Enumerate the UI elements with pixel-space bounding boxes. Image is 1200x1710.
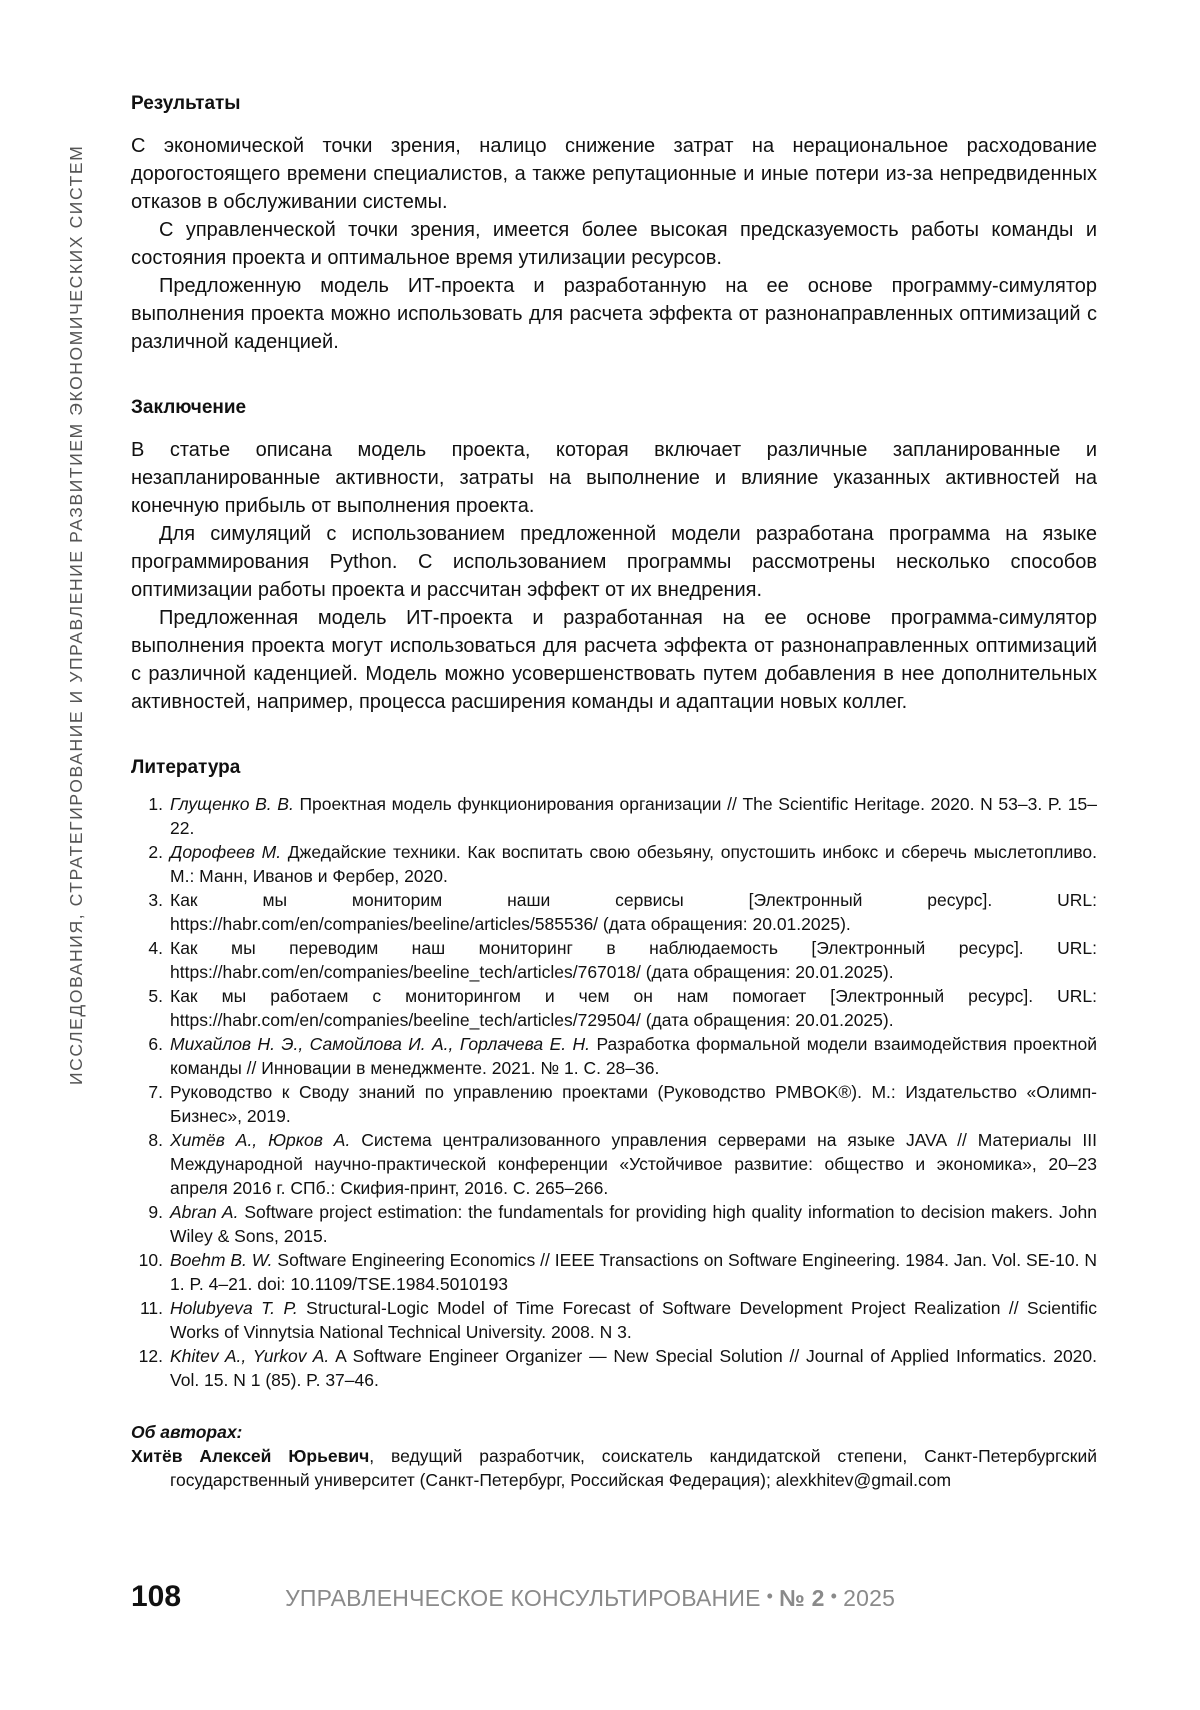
reference-item bbox=[131, 1032, 1097, 1080]
reference-authors: Boehm B. W. bbox=[170, 1250, 273, 1270]
reference-text: Как мы переводим наш мониторинг в наблюдаемость [Электронный ресурс]. URL: https://habr.com/en/companies/beeline_tech/articles/767018/ (дата обращения: 20.01.2025). bbox=[170, 938, 1097, 982]
reference-text: Руководство к Своду знаний по управлению проектами (Руководство PMBOK®). М.: Издательство «Олимп-Бизнес», 2019. bbox=[170, 1082, 1097, 1126]
journal-issue: № 2 bbox=[779, 1585, 825, 1611]
results-paragraph: Предложенную модель ИТ-проекта и разработанную на ее основе программу-симулятор выполнения проекта можно использовать для расчета эффекта от разнонаправленных оптимизаций с различной каденцией. bbox=[131, 275, 1097, 353]
author-entry bbox=[131, 1444, 1097, 1492]
reference-number: 12. bbox=[138, 1346, 163, 1366]
author-info: , ведущий разработчик, соискатель кандидатской степени, Санкт-Петербургский государственный университет (Санкт-Петербург, Российская Федерация); alexkhitev@gmail.com bbox=[170, 1446, 1097, 1490]
reference-number: 1. bbox=[148, 794, 163, 814]
reference-authors: Holubyeva T. P. bbox=[170, 1298, 298, 1318]
reference-number: 7. bbox=[148, 1082, 163, 1102]
reference-number: 5. bbox=[148, 986, 163, 1006]
reference-authors: Михайлов Н. Э., Самойлова И. А., Горлачева Е. Н. bbox=[170, 1034, 591, 1054]
journal-year: 2025 bbox=[843, 1585, 896, 1611]
reference-text: Проектная модель функционирования организации // The Scientific Heritage. 2020. N 53–3. P. 15–22. bbox=[170, 794, 1097, 838]
reference-number: 11. bbox=[139, 1298, 163, 1318]
reference-item bbox=[131, 1248, 1097, 1296]
reference-number: 3. bbox=[148, 890, 163, 910]
conclusion-section bbox=[131, 394, 1097, 716]
reference-authors: Дорофеев М. bbox=[170, 842, 282, 862]
reference-item bbox=[131, 888, 1097, 936]
reference-text: Система централизованного управления серверами на языке JAVA // Материалы III Международной научно-практической конференции «Устойчивое развитие: общество и экономика», 20–23 апреля 2016 г. СПб.: Скифия-принт, 2016. С. 265–266. bbox=[170, 1130, 1097, 1198]
author-name: Хитёв Алексей Юрьевич bbox=[131, 1446, 370, 1466]
reference-item bbox=[131, 792, 1097, 840]
reference-item bbox=[131, 840, 1097, 888]
reference-text: Разработка формальной модели взаимодействия проектной команды // Инновации в менеджменте. 2021. № 1. С. 28–36. bbox=[170, 1034, 1098, 1078]
reference-item bbox=[131, 1344, 1097, 1392]
reference-item bbox=[131, 936, 1097, 984]
reference-list bbox=[131, 792, 1097, 1392]
literature-section bbox=[131, 754, 1097, 1392]
conclusion-heading: Заключение bbox=[131, 397, 247, 418]
conclusion-paragraph: Предложенная модель ИТ-проекта и разработанная на ее основе программа-симулятор выполнения проекта могут использоваться для расчета эффекта от разнонаправленных оптимизаций с различной каденцией. Модель можно усовершенствовать путем добавления в нее дополнительных активностей, например, процесса расширения команды и адаптации новых коллег. bbox=[131, 607, 1097, 713]
reference-text: Джедайские техники. Как воспитать свою обезьяну, опустошить инбокс и сберечь мыслетопливо. М.: Манн, Иванов и Фербер, 2020. bbox=[170, 842, 1097, 886]
reference-authors: Khitev A., Yurkov A. bbox=[170, 1346, 330, 1366]
reference-item bbox=[131, 1128, 1097, 1200]
reference-authors: Abran A. bbox=[170, 1202, 239, 1222]
running-side-title: ИССЛЕДОВАНИЯ, СТРАТЕГИРОВАНИЕ И УПРАВЛЕНИЕ РАЗВИТИЕМ ЭКОНОМИЧЕСКИХ СИСТЕМ bbox=[66, 144, 86, 1085]
results-paragraph: С экономической точки зрения, налицо снижение затрат на нерациональное расходование дорогостоящего времени специалистов, а также репутационные и иные потери из-за непредвиденных отказов в обслуживании системы. bbox=[131, 135, 1097, 213]
separator-dot: • bbox=[830, 1586, 838, 1606]
reference-item bbox=[131, 1080, 1097, 1128]
results-section bbox=[131, 90, 1097, 356]
reference-item bbox=[131, 1200, 1097, 1248]
reference-number: 8. bbox=[148, 1130, 163, 1150]
about-authors-section bbox=[131, 1420, 1097, 1492]
journal-running-title bbox=[285, 1585, 895, 1612]
reference-number: 2. bbox=[148, 842, 163, 862]
results-paragraph: С управленческой точки зрения, имеется более высокая предсказуемость работы команды и состояния проекта и оптимальное время утилизации ресурсов. bbox=[131, 219, 1097, 269]
page-footer bbox=[131, 1580, 895, 1614]
reference-item bbox=[131, 1296, 1097, 1344]
conclusion-paragraph: В статье описана модель проекта, которая включает различные запланированные и незапланированные активности, затраты на выполнение и влияние указанных активностей на конечную прибыль от выполнения проекта. bbox=[131, 439, 1097, 517]
reference-text: A Software Engineer Organizer — New Special Solution // Journal of Applied Informatics. 2020. Vol. 15. N 1 (85). P. 37–46. bbox=[170, 1346, 1097, 1390]
reference-authors: Глущенко В. В. bbox=[170, 794, 294, 814]
reference-item bbox=[131, 984, 1097, 1032]
page-number: 108 bbox=[131, 1580, 182, 1613]
reference-text: Как мы мониторим наши сервисы [Электронный ресурс]. URL: https://habr.com/en/companies/beeline/articles/585536/ (дата обращения: 20.01.2025). bbox=[170, 890, 1097, 934]
reference-text: Structural-Logic Model of Time Forecast of Software Development Project Realization // Scientific Works of Vinnytsia National Technical University. 2008. N 3. bbox=[170, 1298, 1097, 1342]
conclusion-paragraph: Для симуляций с использованием предложенной модели разработана программа на языке программирования Python. С использованием программы рассмотрены несколько способов оптимизации работы проекта и рассчитан эффект от их внедрения. bbox=[131, 523, 1097, 601]
reference-text: Software Engineering Economics // IEEE Transactions on Software Engineering. 1984. Jan. Vol. SE-10. N 1. P. 4–21. doi: 10.1109/TSE.1984.5010193 bbox=[170, 1250, 1097, 1294]
reference-number: 10. bbox=[138, 1250, 163, 1270]
reference-text: Software project estimation: the fundamentals for providing high quality information to decision makers. John Wiley & Sons, 2015. bbox=[170, 1202, 1097, 1246]
results-heading: Результаты bbox=[131, 93, 241, 114]
reference-number: 6. bbox=[148, 1034, 163, 1054]
reference-number: 4. bbox=[148, 938, 163, 958]
page-content bbox=[131, 90, 1097, 1492]
literature-heading: Литература bbox=[131, 757, 241, 778]
journal-name: УПРАВЛЕНЧЕСКОЕ КОНСУЛЬТИРОВАНИЕ bbox=[285, 1585, 761, 1611]
reference-number: 9. bbox=[148, 1202, 163, 1222]
separator-dot: • bbox=[766, 1586, 774, 1606]
reference-authors: Хитёв А., Юрков А. bbox=[170, 1130, 351, 1150]
reference-text: Как мы работаем с мониторингом и чем он нам помогает [Электронный ресурс]. URL: https://habr.com/en/companies/beeline_tech/articles/729504/ (дата обращения: 20.01.2025). bbox=[170, 986, 1097, 1030]
about-authors-heading: Об авторах: bbox=[131, 1422, 243, 1442]
